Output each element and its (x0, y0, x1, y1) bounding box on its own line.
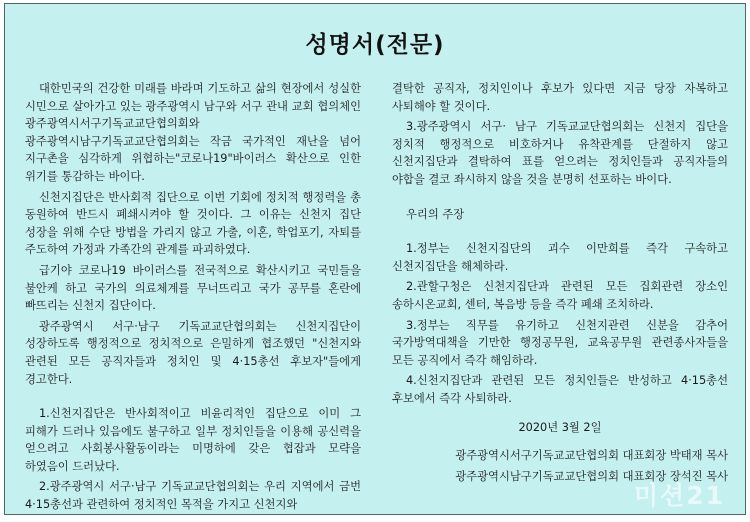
warning-item-1: 1.신천지집단은 반사회적이고 비윤리적인 집단으로 이미 그 피해가 드러나 있음에도 불구하고 일부 정치인들을 이용해 공신력을 얻으려고 사회봉사활동이라는 미명하에 갖은 협잡과 모략을 하였음이 드러났다. (25, 407, 361, 473)
paragraph-virus-spread: 급기야 코로나19 바이러스를 전국적으로 확산시키고 국민들을 불안케 하고 국가의 의료체계를 무너뜨리고 국가 공무를 혼란에 빠뜨리는 신천지 집단이다. (25, 263, 361, 313)
warning-item-3: 3.광주광역시 서구· 남구 기독교교단협의회는 신천지 집단을 정치적 행정적으로 비호하거나 유착관계를 단절하지 않고 신천지집단과 결탁하여 표를 얻으려는 정치인들과 공직자들의 야합을 결코 좌시하지 않을 것을 분명히 선포하는 바이다. (392, 120, 728, 186)
watermark-logo: 미션21 (633, 481, 725, 510)
warning-item-2-end: 결탁한 공직자, 정치인이나 후보가 있다면 지금 당장 자복하고 사퇴해야 할 것이다. (392, 82, 728, 113)
right-column (392, 80, 728, 488)
spacer (392, 192, 728, 206)
demand-3: 3.정부는 직무를 유기하고 신천지관련 신분을 감추어 국가방역대책을 기만한 행정공무원, 교육공무원 관련종사자들을 모든 공직에서 즉각 해임하라. (392, 318, 728, 367)
demand-4: 4.신천지집단과 관련된 모든 정치인들은 반성하고 4·15총선 후보에서 즉각 사퇴하라. (392, 374, 728, 405)
left-column (25, 80, 361, 517)
demands-heading: 우리의 주장 (406, 207, 465, 221)
demand-2: 2.관할구청은 신천지집단과 관련된 모든 집회관련 장소인 송하시온교회, 센터, 복음방 등을 즉각 폐쇄 조치하라. (392, 280, 728, 311)
spacer (392, 439, 728, 447)
paragraph-intro: 대한민국의 건강한 미래를 바라며 기도하고 삶의 현장에서 성실한 시민으로 살아가고 있는 광주광역시 남구와 서구 관내 교회 협의체인 광주광역시서구기독교교단협의회와 광주광역시남구기독교교단협의회는 작금 국가적인 재난을 넘어 지구촌을 심각하게 위협하는"코로나19"바이러스 확산으로 인한 위기를 통감하는 바이다. (25, 82, 361, 183)
spacer (25, 391, 361, 405)
demand-1: 1.정부는 신천지집단의 괴수 이만희를 즉각 구속하고 신천지집단을 해체하라. (392, 242, 728, 273)
statement-document (4, 3, 746, 515)
signature-nam-gu: 광주광역시남구기독교교단협의회 대표회장 장석진 목사 (455, 469, 728, 483)
paragraph-cult-closure: 신천지집단은 반사회적 집단으로 이번 기회에 정치적 행정력을 총 동원하여 반드시 폐쇄시켜야 할 것이다. 그 이유는 신천지 집단 성장을 위해 수단 방법을 가리지 않고 가출, 이혼, 학업포기, 자퇴를 주도하여 가정과 가족간의 관계를 파괴하였다. (25, 190, 361, 257)
statement-date: 2020년 3월 2일 (518, 420, 602, 434)
signature-seo-gu: 광주광역시서구기독교교단협의회 대표회장 박태재 목사 (455, 449, 728, 463)
spacer (392, 226, 728, 240)
document-title: 성명서(전문) (305, 32, 445, 58)
warning-item-2-start: 2.광주광역시 서구·남구 기독교교단협의회는 우리 지역에서 금번 4·15총선과 관련하여 정치적인 목적을 가지고 신천지와 (25, 480, 361, 512)
paragraph-warning: 광주광역시 서구·남구 기독교교단협의회는 신천지집단이 성장하도록 행정적으로 정치적으로 은밀하게 협조했던 "신천지와 관련된 모든 공직자들과 정치인 및 4·15총선 후보자"들에게 경고한다. (25, 319, 361, 386)
spacer (392, 411, 728, 419)
